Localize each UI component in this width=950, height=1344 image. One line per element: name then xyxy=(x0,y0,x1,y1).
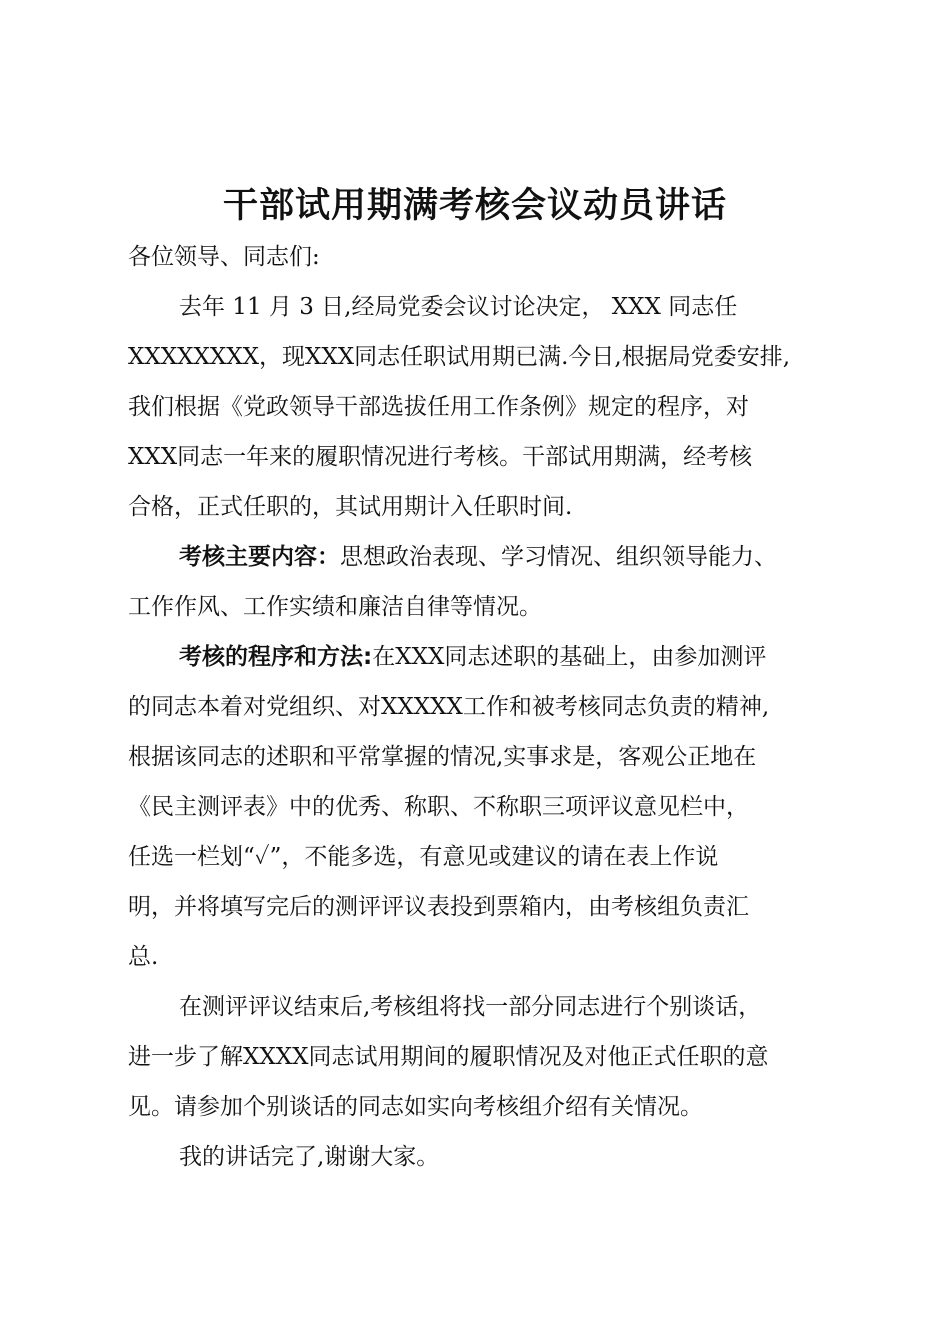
paragraph-line xyxy=(128,632,838,682)
paragraph-line: 的同志本着对党组织、对XXXXX工作和被考核同志负责的精神, xyxy=(128,694,770,720)
paragraph-line: 根据该同志的述职和平常掌握的情况,实事求是，客观公正地在 xyxy=(128,744,757,770)
salutation: 各位领导、同志们: xyxy=(128,244,320,270)
paragraph-line: 合格，正式任职的，其试用期计入任职时间. xyxy=(128,494,573,520)
paragraph-line: 进一步了解XXXX同志试用期间的履职情况及对他正式任职的意 xyxy=(128,1044,769,1070)
paragraph-appointment xyxy=(128,282,838,532)
paragraph-line: 在测评评议结束后,考核组将找一部分同志进行个别谈话， xyxy=(179,994,762,1020)
paragraph-assessment-procedure xyxy=(128,632,838,982)
paragraph-line: 我们根据《党政领导干部选拔任用工作条例》规定的程序，对 xyxy=(128,394,749,420)
section-label: 考核主要内容： xyxy=(179,544,340,570)
document-title: 干部试用期满考核会议动员讲话 xyxy=(222,186,727,226)
paragraph-line: 工作作风、工作实绩和廉洁自律等情况。 xyxy=(128,594,542,620)
section-label: 考核的程序和方法: xyxy=(179,644,373,670)
paragraph-line: XXXXXXXX，现XXX同志任职试用期已满.今日,根据局党委安排, xyxy=(128,344,791,370)
paragraph-interviews xyxy=(128,982,838,1132)
paragraph-text: 在XXX同志述职的基础上，由参加测评 xyxy=(372,644,767,670)
paragraph-line xyxy=(128,532,838,582)
paragraph-line: 总. xyxy=(128,944,159,970)
paragraph-line: 明，并将填写完后的测评评议表投到票箱内，由考核组负责汇 xyxy=(128,894,749,920)
paragraph-line: XXX同志一年来的履职情况进行考核。干部试用期满，经考核 xyxy=(128,444,753,470)
document-body xyxy=(128,232,838,1182)
paragraph-line: 见。请参加个别谈话的同志如实向考核组介绍有关情况。 xyxy=(128,1094,703,1120)
paragraph-assessment-content xyxy=(128,532,838,632)
paragraph-line: 《民主测评表》中的优秀、称职、不称职三项评议意见栏中， xyxy=(128,794,749,820)
closing-remark: 我的讲话完了,谢谢大家。 xyxy=(179,1144,440,1170)
paragraph-line: 去年 11 月 3 日,经局党委会议讨论决定， XXX 同志任 xyxy=(179,294,738,320)
paragraph-line: 任选一栏划“✓”，不能多选，有意见或建议的请在表上作说 xyxy=(128,844,719,870)
paragraph-text: 思想政治表现、学习情况、组织领导能力、 xyxy=(340,544,777,570)
